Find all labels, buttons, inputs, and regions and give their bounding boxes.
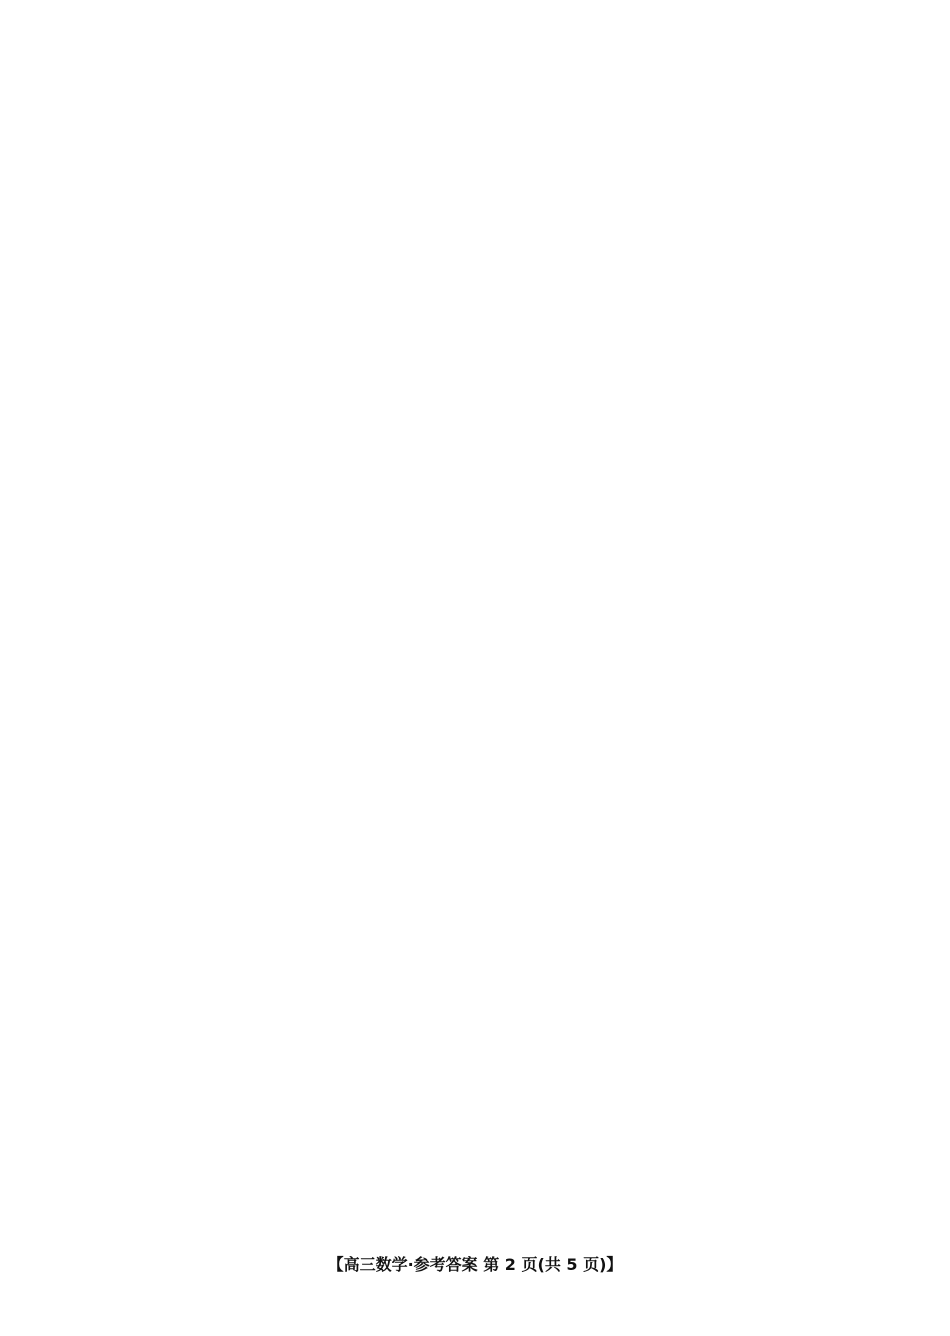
page-footer: 【高三数学·参考答案 第 2 页(共 5 页)】 xyxy=(327,1255,623,1274)
